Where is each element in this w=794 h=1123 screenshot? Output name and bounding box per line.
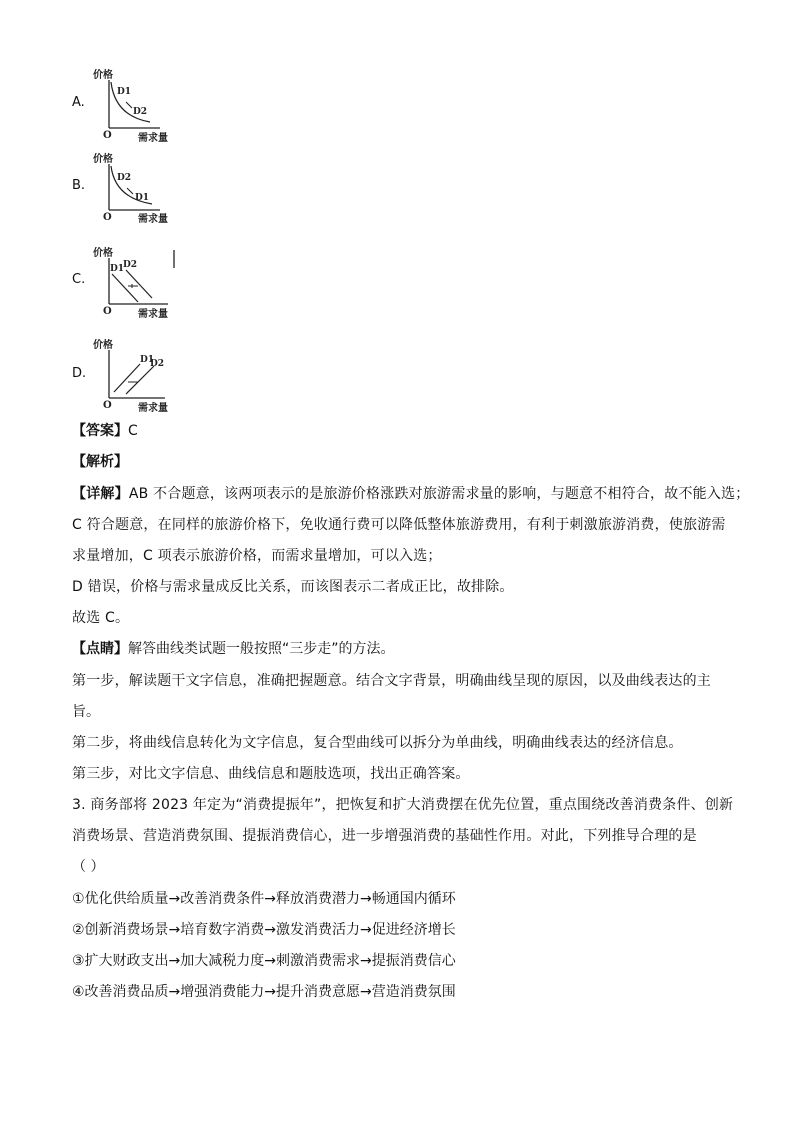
tip-step3: 第三步，对比文字信息、曲线信息和题肢选项，找出正确答案。 [72,766,470,782]
origin-label: O [103,212,112,223]
option-item-3: ③扩大财政支出→加大减税力度→刺激消费需求→提振消费信心 [72,953,456,969]
curve-label-1: D1 [117,87,132,97]
tip-step1-b: 旨。 [72,704,100,720]
y-axis-label: 价格 [93,154,113,165]
detail-line-4: D 错误，价格与需求量成反比关系，而该图表示二者成正比，故排除。 [72,579,514,595]
analysis-tag: 【解析】 [72,454,128,470]
option-c-label: C. [72,272,86,287]
tip-tag: 【点睛】 [72,641,128,657]
tip-step2: 第二步，将曲线信息转化为文字信息，复合型曲线可以拆分为单曲线，明确曲线表达的经济信息。 [72,735,683,751]
option-d-label: D. [72,366,87,381]
answer-line [72,422,138,440]
curve-label-2: D2 [123,260,138,270]
tip-line: 【点睛】解答曲线类试题一般按照“三步走”的方法。 [72,641,395,657]
origin-label: O [103,130,112,141]
curve-label-2: D2 [150,359,165,369]
detail-line-2: C 符合题意，在同样的旅游价格下，免收通行费可以降低整体旅游费用，有利于刺激旅游消费，使旅游需 [72,517,726,533]
option-b-label: B. [72,178,86,193]
detail-tag: 【详解】 [72,486,129,502]
curve-label-2: D1 [135,193,150,203]
question-bracket: （ ） [72,859,105,875]
curve-label-2: D2 [133,107,148,117]
curve-label-1: D2 [117,173,132,183]
curve-label-1: D1 [110,264,125,274]
option-item-2: ②创新消费场景→培育数字消费→激发消费活力→促进经济增长 [72,922,456,938]
option-d-graph [90,336,180,414]
detail-line-5: 故选 C。 [72,610,130,626]
option-a-label: A. [72,95,85,110]
y-axis-label: 价格 [93,340,113,351]
option-a-graph [90,66,180,142]
detail-line-3: 求量增加，C 项表示旅游价格，而需求量增加，可以入选； [72,548,442,564]
demand-curve-1 [114,364,140,392]
origin-label: O [103,400,112,411]
curve-label-1: D1 [140,355,155,365]
answer-value: C [128,423,138,439]
x-axis-label: 需求量 [138,309,168,320]
demand-curve-2 [126,366,154,394]
option-c-graph [90,244,180,322]
origin-label: O [103,306,112,317]
question-line-2: 消费场景、营造消费氛围、提振消费信心，进一步增强消费的基础性作用。对此，下列推导合理的是 [72,828,697,844]
y-axis-label: 价格 [93,70,113,81]
x-axis-label: 需求量 [138,133,168,142]
x-axis-label: 需求量 [138,403,168,414]
option-b-graph [90,150,180,226]
tip-step1-a: 第一步，解读题干文字信息，准确把握题意。结合文字背景，明确曲线呈现的原因，以及曲线表达的主 [72,673,711,689]
y-axis-label: 价格 [93,248,113,259]
detail-line-1: 【详解】AB 不合题意，该两项表示的是旅游价格涨跌对旅游需求量的影响，与题意不相符合，故不能入选； [72,486,750,502]
question-line-1: 3. 商务部将 2023 年定为“消费提振年”，把恢复和扩大消费摆在优先位置，重点围绕改善消费条件、创新 [72,797,734,813]
x-axis-label: 需求量 [138,214,168,225]
answer-tag: 【答案】 [72,423,128,439]
option-item-1: ①优化供给质量→改善消费条件→释放消费潜力→畅通国内循环 [72,891,456,907]
option-item-4: ④改善消费品质→增强消费能力→提升消费意愿→营造消费氛围 [72,984,456,1000]
